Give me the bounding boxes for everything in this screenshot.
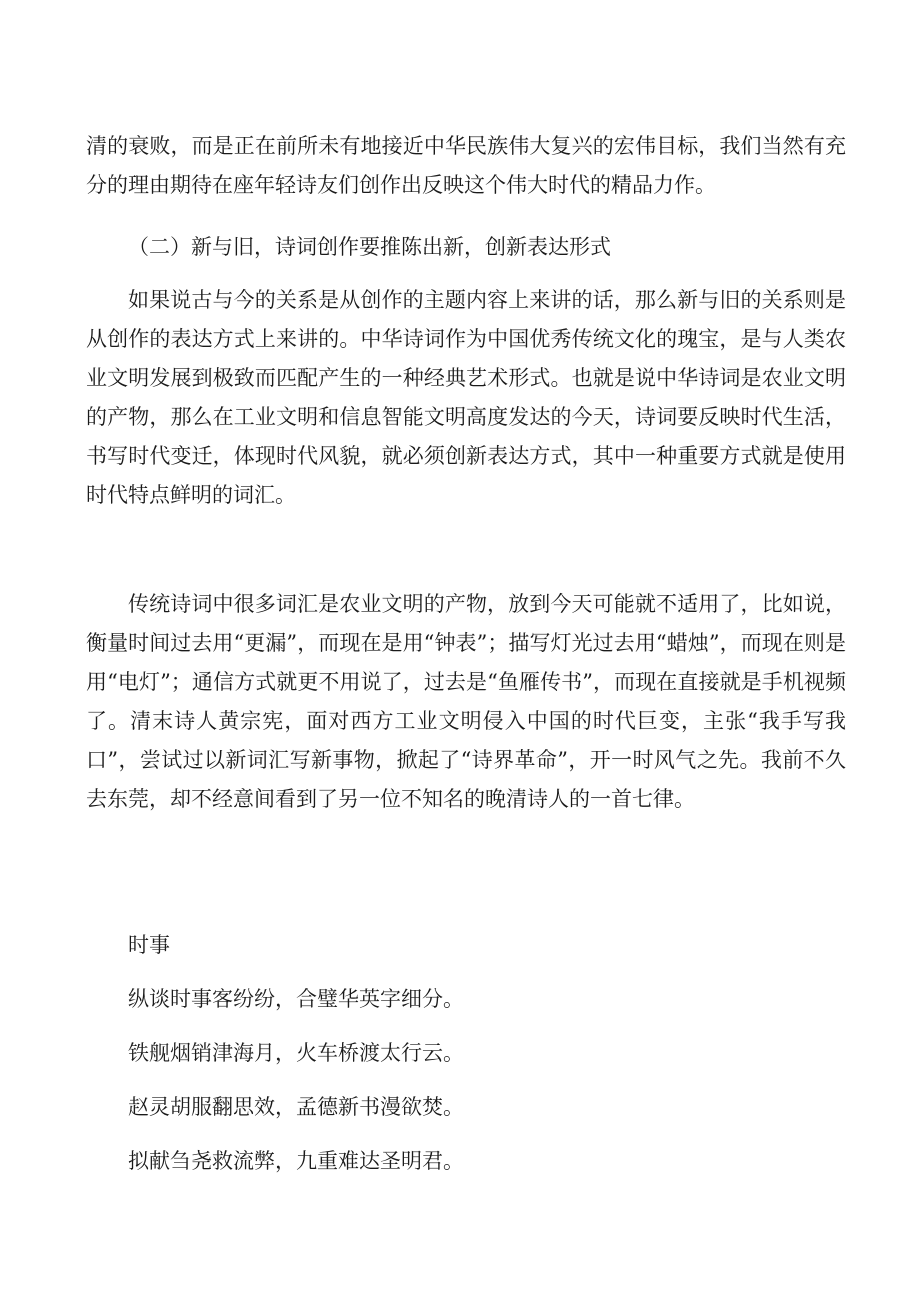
poem-line: 赵灵胡服翻思效，孟德新书漫欲焚。	[128, 1095, 464, 1119]
poem-title: 时事	[128, 933, 170, 957]
poem-line: 纵谈时事客纷纷，合璧华英字细分。	[128, 987, 464, 1011]
paragraph-new-and-old: 如果说古与今的关系是从创作的主题内容上来讲的话，那么新与旧的关系则是从创作的表达方式上来讲的。中华诗词作为中国优秀传统文化的瑰宝，是与人类农业文明发展到极致而匹配产生的一种经典艺术形式。也就是说中华诗词是农业文明的产物，那么在工业文明和信息智能文明高度发达的今天，诗词要反映时代生活，书写时代变迁，体现时代风貌，就必须创新表达方式，其中一种重要方式就是使用时代特点鲜明的词汇。	[86, 288, 846, 507]
paragraph-continuation: 清的衰败，而是正在前所未有地接近中华民族伟大复兴的宏伟目标，我们当然有充分的理由期待在座年轻诗友们创作出反映这个伟大时代的精品力作。	[86, 134, 846, 197]
poem-line: 拟献刍尧救流弊，九重难达圣明君。	[128, 1149, 464, 1173]
poem-line: 铁舰烟销津海月，火车桥渡太行云。	[128, 1041, 464, 1065]
paragraph-vocabulary: 传统诗词中很多词汇是农业文明的产物，放到今天可能就不适用了，比如说，衡量时间过去用“更漏”，而现在是用“钟表”；描写灯光过去用“蜡烛”，而现在则是用“电灯”；通信方式就更不用说了，过去是“鱼雁传书”，而现在直接就是手机视频了。清末诗人黄宗宪，面对西方工业文明侵入中国的时代巨变，主张“我手写我口”，尝试过以新词汇写新事物，掀起了“诗界革命”，开一时风气之先。我前不久去东莞，却不经意间看到了另一位不知名的晚清诗人的一首七律。	[86, 592, 846, 811]
section-heading: （二）新与旧，诗词创作要推陈出新，创新表达形式	[128, 235, 611, 259]
